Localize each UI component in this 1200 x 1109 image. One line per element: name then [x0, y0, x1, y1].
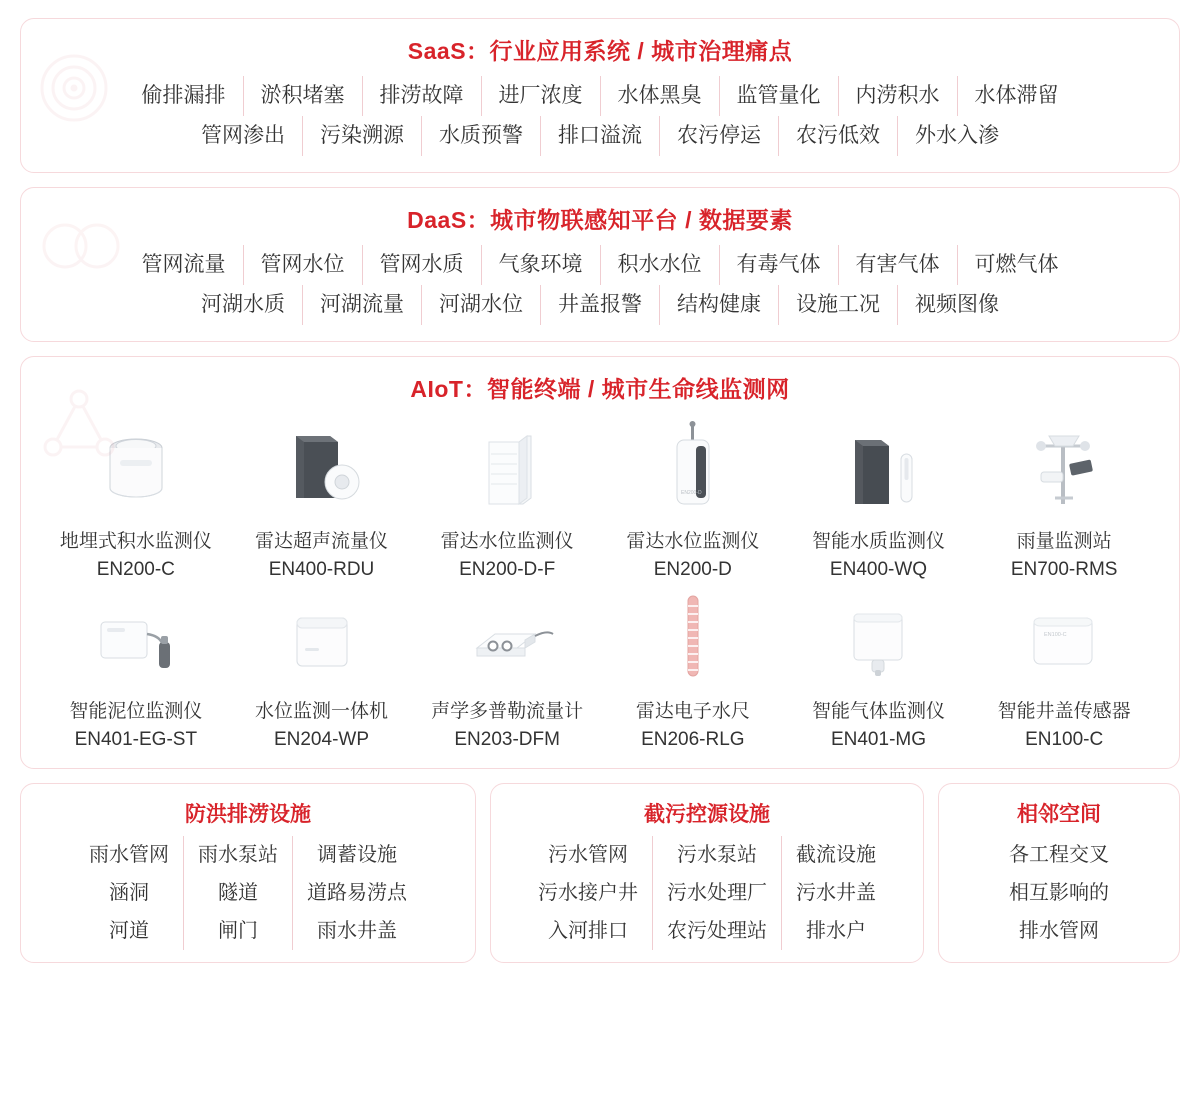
facility-item: 排水管网 — [1019, 920, 1099, 942]
saas-tag: 外水入渗 — [897, 116, 1016, 156]
aiot-panel — [20, 356, 1180, 769]
device-model: EN200-D — [653, 559, 732, 580]
saas-tag-rows — [21, 76, 1179, 172]
svg-text:EN100-C: EN100-C — [1044, 632, 1067, 638]
daas-tag: 结构健康 — [659, 285, 778, 325]
device-model: EN204-WP — [273, 729, 369, 750]
device-card — [971, 590, 1157, 754]
facility-column — [524, 836, 652, 950]
saas-tag: 水质预警 — [421, 116, 540, 156]
device-model: EN400-WQ — [829, 559, 928, 580]
daas-tag-rows — [21, 245, 1179, 341]
adjacent-space-title: 相邻空间 — [1017, 803, 1101, 826]
device-name: 地埋式积水监测仪 — [59, 531, 212, 552]
device-card — [43, 590, 229, 754]
device-name: 智能井盖传感器 — [997, 701, 1131, 722]
daas-row-1 — [47, 245, 1153, 285]
saas-tag: 农污低效 — [778, 116, 897, 156]
daas-tag: 积水水位 — [600, 245, 719, 285]
saas-tag: 排口溢流 — [540, 116, 659, 156]
facility-column — [183, 836, 292, 950]
saas-tag: 管网渗出 — [201, 124, 285, 147]
saas-tag: 进厂浓度 — [481, 76, 600, 116]
aiot-device-grid — [21, 414, 1179, 768]
device-model: EN203-DFM — [454, 729, 560, 750]
device-name: 雨量监测站 — [1016, 531, 1112, 552]
daas-tag: 管网水位 — [243, 245, 362, 285]
facility-item: 调蓄设施 — [317, 844, 397, 866]
daas-tag: 河湖水位 — [421, 285, 540, 325]
flood-drainage-panel — [20, 783, 476, 963]
saas-tag: 内涝积水 — [838, 76, 957, 116]
pollution-control-panel — [490, 783, 924, 963]
buried-water-sensor-icon — [90, 420, 182, 516]
device-card — [600, 420, 786, 584]
device-model: EN700-RMS — [1010, 559, 1118, 580]
daas-tag: 河湖水质 — [201, 293, 285, 316]
device-name: 智能水质监测仪 — [811, 531, 945, 552]
daas-tag: 有毒气体 — [719, 245, 838, 285]
daas-tag: 管网流量 — [141, 253, 226, 276]
device-card — [229, 590, 415, 754]
device-model: EN200-C — [96, 559, 175, 580]
facility-item: 道路易涝点 — [307, 882, 407, 904]
rain-gauge-station-icon — [1011, 420, 1117, 516]
device-name: 雷达超声流量仪 — [254, 531, 388, 552]
electronic-water-gauge-icon — [663, 590, 723, 686]
facility-item: 污水接户井 — [538, 882, 638, 904]
device-card — [43, 420, 229, 584]
facility-item: 污水泵站 — [677, 844, 757, 866]
facility-item: 污水管网 — [548, 844, 628, 866]
doppler-flowmeter-icon — [451, 590, 563, 686]
facility-column — [292, 836, 421, 950]
device-name: 智能泥位监测仪 — [69, 701, 203, 722]
gas-monitor-icon — [832, 590, 924, 686]
facility-column — [652, 836, 781, 950]
water-quality-monitor-icon — [825, 420, 931, 516]
pollution-control-title: 截污控源设施 — [644, 803, 770, 826]
radar-level-meter-f-icon — [461, 420, 553, 516]
daas-tag: 可燃气体 — [957, 245, 1076, 285]
device-model: EN200-D-F — [459, 559, 556, 580]
facility-item: 污水处理厂 — [667, 882, 767, 904]
saas-tag: 排涝故障 — [362, 76, 481, 116]
device-card — [786, 420, 972, 584]
facility-item: 隧道 — [218, 882, 258, 904]
facility-column — [781, 836, 890, 950]
facility-item: 污水井盖 — [796, 882, 876, 904]
daas-tag: 有害气体 — [838, 245, 957, 285]
saas-tag: 淤积堵塞 — [243, 76, 362, 116]
saas-panel — [20, 18, 1180, 173]
saas-row-1 — [47, 76, 1153, 116]
device-card — [786, 590, 972, 754]
facility-column — [75, 836, 183, 950]
daas-tag: 井盖报警 — [540, 285, 659, 325]
facility-item: 各工程交叉 — [1009, 844, 1109, 866]
device-card — [971, 420, 1157, 584]
facility-item: 闸门 — [218, 920, 258, 942]
flood-drainage-title: 防洪排涝设施 — [185, 803, 311, 826]
facility-item: 农污处理站 — [667, 920, 767, 942]
flood-drainage-columns — [21, 836, 475, 950]
daas-tag: 管网水质 — [362, 245, 481, 285]
manhole-cover-sensor-icon — [1014, 590, 1114, 686]
facility-item: 雨水井盖 — [317, 920, 397, 942]
saas-tag: 农污停运 — [659, 116, 778, 156]
daas-tag: 河湖流量 — [302, 285, 421, 325]
device-name: 雷达水位监测仪 — [626, 531, 760, 552]
daas-row-2 — [47, 285, 1153, 325]
daas-tag: 气象环境 — [481, 245, 600, 285]
svg-text:EN200-D: EN200-D — [680, 490, 702, 496]
device-name: 雷达电子水尺 — [635, 701, 750, 722]
facility-item: 截流设施 — [796, 844, 876, 866]
saas-tag: 水体滞留 — [957, 76, 1076, 116]
sludge-level-monitor-icon — [83, 590, 189, 686]
device-card — [229, 420, 415, 584]
device-name: 智能气体监测仪 — [811, 701, 945, 722]
facility-item: 河道 — [109, 920, 149, 942]
radar-ultrasonic-flowmeter-icon — [268, 420, 374, 516]
device-model: EN401-MG — [830, 729, 926, 750]
saas-tag: 监管量化 — [719, 76, 838, 116]
facility-item: 排水户 — [806, 920, 866, 942]
adjacent-space-items — [939, 836, 1179, 950]
device-name: 水位监测一体机 — [254, 701, 388, 722]
saas-tag: 偷排漏排 — [141, 84, 226, 107]
adjacent-space-panel — [938, 783, 1180, 963]
facility-item: 相互影响的 — [1009, 882, 1109, 904]
radar-level-meter-icon — [647, 420, 739, 516]
saas-title: SaaS：行业应用系统 / 城市治理痛点 — [407, 38, 793, 64]
facility-item: 雨水泵站 — [198, 844, 278, 866]
daas-tag: 设施工况 — [778, 285, 897, 325]
device-model: EN206-RLG — [641, 729, 745, 750]
facility-item: 入河排口 — [548, 920, 628, 942]
integrated-level-meter-icon — [275, 590, 367, 686]
facility-item: 涵洞 — [109, 882, 149, 904]
saas-row-2 — [47, 116, 1153, 156]
daas-title: DaaS：城市物联感知平台 / 数据要素 — [407, 207, 793, 233]
saas-tag: 污染溯源 — [302, 116, 421, 156]
device-card — [414, 590, 600, 754]
device-name: 声学多普勒流量计 — [431, 701, 584, 722]
saas-tag: 水体黑臭 — [600, 76, 719, 116]
device-card — [600, 590, 786, 754]
pollution-control-columns — [491, 836, 923, 950]
device-card — [414, 420, 600, 584]
facility-panels — [20, 783, 1180, 963]
facility-item: 雨水管网 — [89, 844, 169, 866]
daas-tag: 视频图像 — [897, 285, 1016, 325]
daas-panel — [20, 187, 1180, 342]
aiot-title: AIoT：智能终端 / 城市生命线监测网 — [410, 376, 790, 402]
device-model: EN401-EG-ST — [74, 729, 198, 750]
device-model: EN400-RDU — [268, 559, 375, 580]
device-name: 雷达水位监测仪 — [440, 531, 574, 552]
device-model: EN100-C — [1025, 729, 1104, 750]
